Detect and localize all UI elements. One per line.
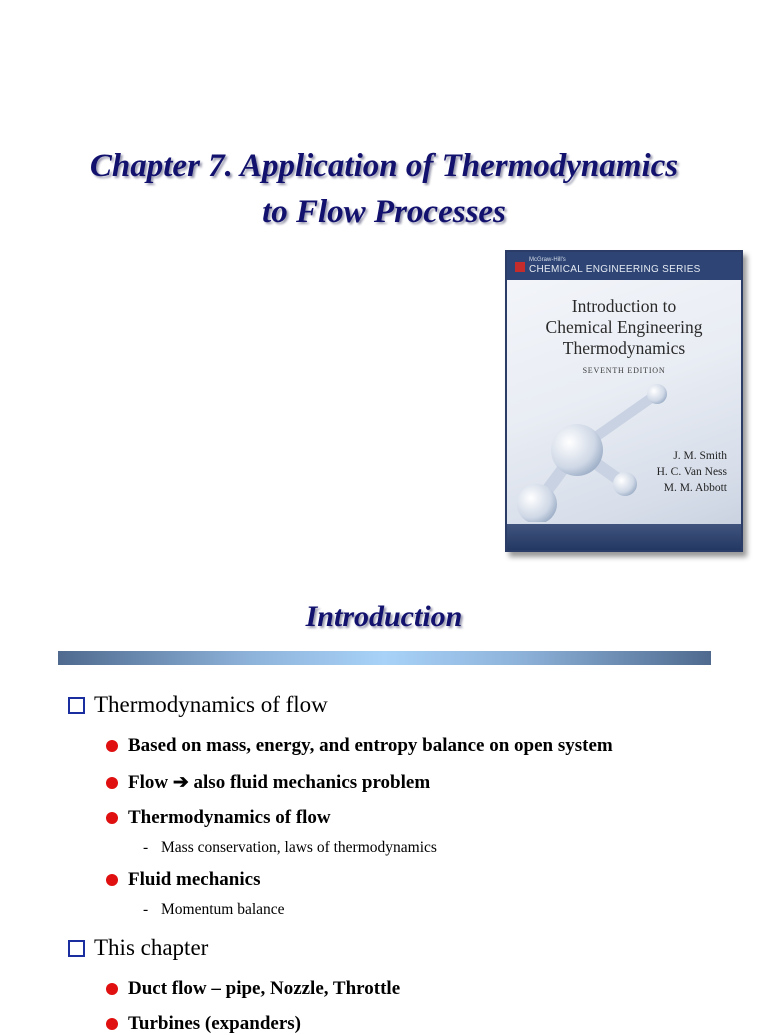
dash-bullet: - xyxy=(143,901,149,918)
publisher-logo-icon xyxy=(515,262,525,272)
dot-bullet-icon xyxy=(106,777,118,789)
bullet-level3 xyxy=(143,901,285,919)
bullet-text: Thermodynamics of flow xyxy=(94,692,328,717)
book-title-line1: Introduction to xyxy=(571,296,677,316)
book-author: H. C. Van Ness xyxy=(656,466,727,478)
bullet-text: Fluid mechanics xyxy=(128,869,261,890)
bullet-level1 xyxy=(68,935,208,961)
book-author: M. M. Abbott xyxy=(663,482,727,494)
bullet-level2 xyxy=(106,1013,301,1035)
molecule-illustration xyxy=(507,372,741,522)
bullet-text: This chapter xyxy=(94,935,209,960)
dot-bullet-icon xyxy=(106,740,118,752)
title-divider xyxy=(58,651,711,665)
bullet-level2 xyxy=(106,735,613,757)
bullet-level2 xyxy=(106,771,430,794)
book-author: J. M. Smith xyxy=(673,450,727,462)
bullet-level2 xyxy=(106,978,400,1000)
book-bottom-band xyxy=(507,524,741,550)
chapter-title-line1: Chapter 7. Application of Thermodynamics xyxy=(89,148,679,184)
bullet-text: Turbines (expanders) xyxy=(128,1013,301,1034)
book-edition: SEVENTH EDITION xyxy=(582,366,666,375)
bullet-text: Mass conservation, laws of thermodynamics xyxy=(161,839,437,856)
bullet-level3 xyxy=(143,839,437,857)
bullet-level2 xyxy=(106,869,260,891)
dash-bullet: - xyxy=(143,839,149,856)
bullet-text: Duct flow – pipe, Nozzle, Throttle xyxy=(128,978,401,999)
book-authors xyxy=(657,448,727,496)
bullet-text: Flow ➔ also fluid mechanics problem xyxy=(128,772,431,793)
square-bullet-icon xyxy=(68,697,85,714)
dot-bullet-icon xyxy=(106,812,118,824)
chapter-title-line2: to Flow Processes xyxy=(262,194,506,230)
bullet-text: Based on mass, energy, and entropy balance on open system xyxy=(128,735,613,756)
book-publisher: McGraw-Hill's xyxy=(529,257,566,263)
section-title: Introduction xyxy=(305,600,463,633)
bullet-text: Momentum balance xyxy=(161,901,285,918)
book-cover-image xyxy=(505,250,743,552)
bullet-text: Thermodynamics of flow xyxy=(128,807,331,828)
book-series: CHEMICAL ENGINEERING SERIES xyxy=(529,264,701,275)
book-title-line2: Chemical Engineering xyxy=(545,317,703,337)
book-title-line3: Thermodynamics xyxy=(562,338,686,358)
dot-bullet-icon xyxy=(106,1018,118,1030)
bullet-level2 xyxy=(106,807,331,829)
square-bullet-icon xyxy=(68,940,85,957)
book-series-band xyxy=(507,252,741,280)
dot-bullet-icon xyxy=(106,983,118,995)
bullet-level1 xyxy=(68,692,328,718)
dot-bullet-icon xyxy=(106,874,118,886)
book-title xyxy=(507,296,741,359)
